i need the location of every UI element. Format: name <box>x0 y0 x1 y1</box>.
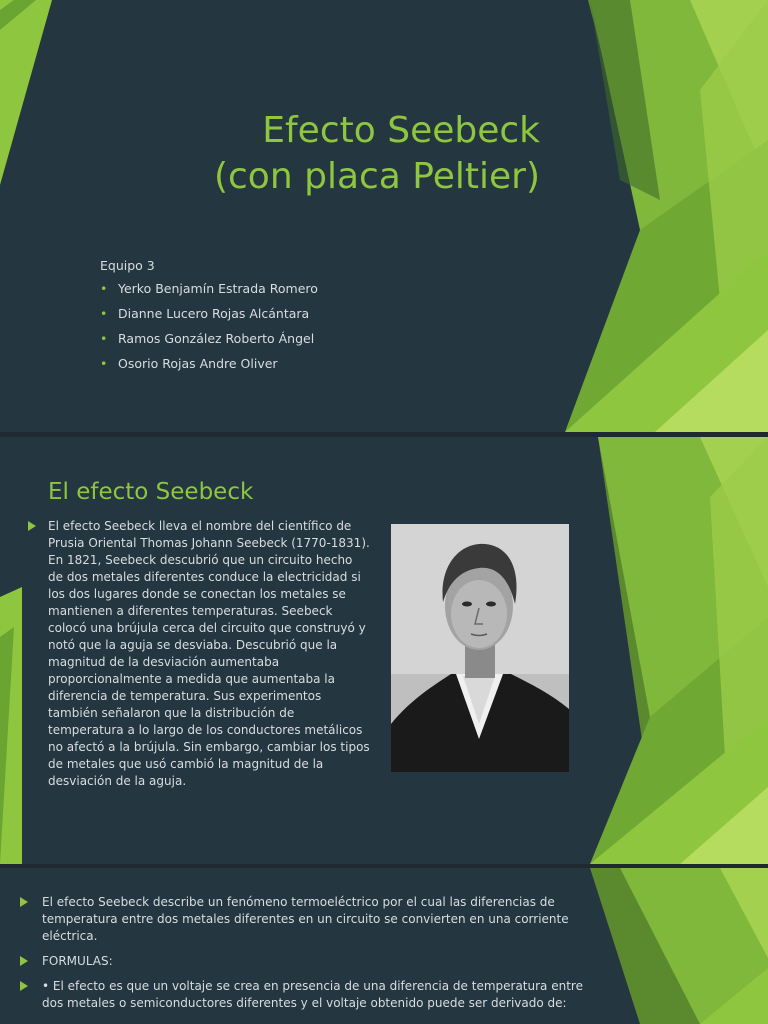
portrait-image <box>391 524 569 772</box>
slide-1 <box>0 0 768 432</box>
team-member: • Ramos González Roberto Ángel <box>100 331 315 346</box>
title-line-1: Efecto Seebeck <box>262 110 540 151</box>
bullet-icon: • <box>100 306 108 321</box>
slide-1-title <box>150 108 540 200</box>
slide-2 <box>0 437 768 864</box>
slide-3-content <box>20 894 585 1020</box>
seebeck-description <box>28 518 370 790</box>
list-item: • El efecto es que un voltaje se crea en presencia de una diferencia de temperatura entre dos metales o semiconductores diferentes y el voltaje obtenido puede ser derivado de: <box>20 978 585 1012</box>
bullet-icon: • <box>100 281 108 296</box>
team-heading: Equipo 3 <box>100 258 155 273</box>
arrow-bullet-icon <box>20 981 28 991</box>
arrow-bullet-icon <box>28 521 36 531</box>
seebeck-portrait <box>391 524 569 772</box>
description-text: El efecto Seebeck lleva el nombre del científico de Prusia Oriental Thomas Johann Seebeck (1770-1831). En 1821, Seebeck descubrió que un circuito hecho de dos metales diferentes conduce la electricidad si los dos lugares donde se conectan los metales se mantienen a diferentes temperaturas. Seebeck colocó una brújula cerca del circuito que construyó y notó que la aguja se desviaba. Descubrió que la magnitud de la desviación aumentaba proporcionalmente a medida que aumentaba la diferencia de temperatura. Sus experimentos también señalaron que la distribución de temperatura a lo largo de los conductores metálicos no afectó a la brújula. Sin embargo, cambiar los tipos de metales que usó cambió la magnitud de la desviación de la aguja. <box>48 519 370 788</box>
slide-2-title: El efecto Seebeck <box>48 479 254 505</box>
list-item: El efecto Seebeck describe un fenómeno termoeléctrico por el cual las diferencias de temperatura entre dos metales diferentes en un circuito se convierten en una corriente eléctrica. <box>20 894 585 945</box>
team-member: • Dianne Lucero Rojas Alcántara <box>100 306 310 321</box>
arrow-bullet-icon <box>20 956 28 966</box>
team-list <box>100 258 318 381</box>
bullet-icon: • <box>100 331 108 346</box>
team-member: • Osorio Rojas Andre Oliver <box>100 356 278 371</box>
title-line-2: (con placa Peltier) <box>213 156 540 197</box>
list-item: FORMULAS: <box>20 953 585 970</box>
arrow-bullet-icon <box>20 897 28 907</box>
slide-3 <box>0 868 768 1024</box>
bullet-icon: • <box>100 356 108 371</box>
team-member: • Yerko Benjamín Estrada Romero <box>100 281 318 296</box>
